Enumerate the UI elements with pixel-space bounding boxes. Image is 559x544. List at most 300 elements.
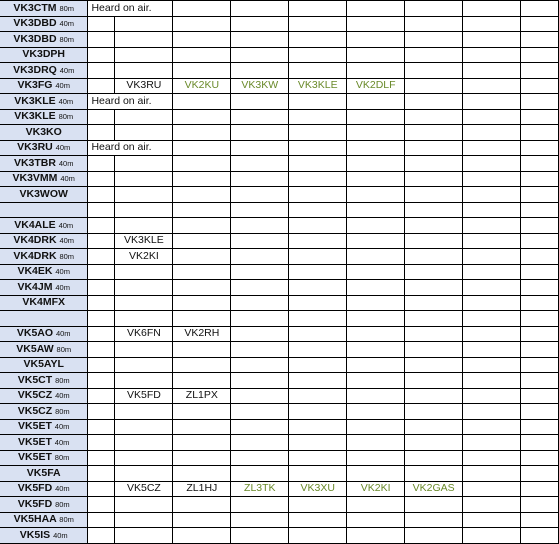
empty-cell[interactable] <box>463 419 521 435</box>
empty-cell[interactable] <box>405 528 463 544</box>
empty-cell[interactable] <box>231 171 289 187</box>
empty-cell[interactable] <box>88 187 115 203</box>
empty-cell[interactable] <box>173 125 231 141</box>
empty-cell[interactable] <box>88 357 115 373</box>
callsign-cell[interactable] <box>0 156 88 172</box>
empty-cell[interactable] <box>115 63 173 79</box>
empty-cell[interactable] <box>289 140 347 156</box>
empty-cell[interactable] <box>463 202 521 218</box>
empty-cell[interactable] <box>347 16 405 32</box>
empty-cell[interactable] <box>463 388 521 404</box>
empty-cell[interactable] <box>463 512 521 528</box>
empty-cell[interactable] <box>115 16 173 32</box>
empty-cell[interactable] <box>521 295 559 311</box>
callsign-cell[interactable] <box>0 466 88 482</box>
empty-cell[interactable] <box>521 125 559 141</box>
callsign-cell[interactable] <box>0 63 88 79</box>
empty-cell[interactable] <box>521 94 559 110</box>
empty-cell[interactable] <box>231 202 289 218</box>
callsign-cell[interactable] <box>0 47 88 63</box>
empty-cell[interactable] <box>347 450 405 466</box>
empty-cell[interactable] <box>289 388 347 404</box>
empty-cell[interactable] <box>88 264 115 280</box>
empty-cell[interactable] <box>405 357 463 373</box>
empty-cell[interactable] <box>463 109 521 125</box>
empty-cell[interactable] <box>88 233 115 249</box>
empty-cell[interactable] <box>347 187 405 203</box>
empty-cell[interactable] <box>521 171 559 187</box>
empty-cell[interactable] <box>115 311 173 327</box>
empty-cell[interactable] <box>289 528 347 544</box>
empty-cell[interactable] <box>173 435 231 451</box>
contact-cell[interactable]: VK2DLF <box>347 78 405 94</box>
empty-cell[interactable] <box>521 512 559 528</box>
empty-cell[interactable] <box>347 295 405 311</box>
empty-cell[interactable] <box>463 481 521 497</box>
empty-cell[interactable] <box>405 388 463 404</box>
empty-cell[interactable] <box>405 125 463 141</box>
contact-cell[interactable]: VK3KLE <box>289 78 347 94</box>
empty-cell[interactable] <box>521 47 559 63</box>
callsign-cell[interactable] <box>0 357 88 373</box>
empty-cell[interactable] <box>405 311 463 327</box>
empty-cell[interactable] <box>173 1 231 17</box>
empty-cell[interactable] <box>521 404 559 420</box>
empty-cell[interactable] <box>88 342 115 358</box>
contact-cell[interactable]: VK2RH <box>173 326 231 342</box>
empty-cell[interactable] <box>231 373 289 389</box>
empty-cell[interactable] <box>231 435 289 451</box>
empty-cell[interactable] <box>115 280 173 296</box>
empty-cell[interactable] <box>115 342 173 358</box>
empty-cell[interactable] <box>347 466 405 482</box>
empty-cell[interactable] <box>289 249 347 265</box>
empty-cell[interactable] <box>231 404 289 420</box>
empty-cell[interactable] <box>405 280 463 296</box>
empty-cell[interactable] <box>289 497 347 513</box>
empty-cell[interactable] <box>173 47 231 63</box>
empty-cell[interactable] <box>463 32 521 48</box>
empty-cell[interactable] <box>521 187 559 203</box>
empty-cell[interactable] <box>405 233 463 249</box>
contact-cell[interactable]: VK2KI <box>115 249 173 265</box>
empty-cell[interactable] <box>405 1 463 17</box>
empty-cell[interactable] <box>231 419 289 435</box>
empty-cell[interactable] <box>463 450 521 466</box>
empty-cell[interactable] <box>88 373 115 389</box>
empty-cell[interactable] <box>173 466 231 482</box>
empty-cell[interactable] <box>521 373 559 389</box>
empty-cell[interactable] <box>405 32 463 48</box>
empty-cell[interactable] <box>463 466 521 482</box>
empty-cell[interactable] <box>289 94 347 110</box>
contact-cell[interactable]: VK2GAS <box>405 481 463 497</box>
contact-cell[interactable]: ZL1HJ <box>173 481 231 497</box>
empty-cell[interactable] <box>173 94 231 110</box>
empty-cell[interactable] <box>88 481 115 497</box>
callsign-cell[interactable] <box>0 249 88 265</box>
empty-cell[interactable] <box>521 528 559 544</box>
empty-cell[interactable] <box>405 342 463 358</box>
empty-cell[interactable] <box>289 466 347 482</box>
empty-cell[interactable] <box>289 326 347 342</box>
empty-cell[interactable] <box>463 373 521 389</box>
empty-cell[interactable] <box>463 63 521 79</box>
empty-cell[interactable] <box>521 63 559 79</box>
empty-cell[interactable] <box>231 466 289 482</box>
empty-cell[interactable] <box>88 218 115 234</box>
empty-cell[interactable] <box>521 326 559 342</box>
empty-cell[interactable] <box>289 435 347 451</box>
empty-cell[interactable] <box>521 16 559 32</box>
empty-cell[interactable] <box>173 512 231 528</box>
empty-cell[interactable] <box>405 404 463 420</box>
empty-cell[interactable] <box>231 528 289 544</box>
callsign-cell[interactable] <box>0 187 88 203</box>
empty-cell[interactable] <box>347 109 405 125</box>
callsign-cell[interactable] <box>0 78 88 94</box>
empty-cell[interactable] <box>231 156 289 172</box>
empty-cell[interactable] <box>173 63 231 79</box>
empty-cell[interactable] <box>347 404 405 420</box>
empty-cell[interactable] <box>289 280 347 296</box>
empty-cell[interactable] <box>173 249 231 265</box>
empty-cell[interactable] <box>88 497 115 513</box>
empty-cell[interactable] <box>463 404 521 420</box>
empty-cell[interactable] <box>289 109 347 125</box>
contact-cell[interactable]: VK3XU <box>289 481 347 497</box>
empty-cell[interactable] <box>405 218 463 234</box>
empty-cell[interactable] <box>347 32 405 48</box>
empty-cell[interactable] <box>173 233 231 249</box>
empty-cell[interactable] <box>88 32 115 48</box>
empty-cell[interactable] <box>289 47 347 63</box>
empty-cell[interactable] <box>173 264 231 280</box>
empty-cell[interactable] <box>231 63 289 79</box>
contact-cell[interactable]: VK6FN <box>115 326 173 342</box>
empty-cell[interactable] <box>173 140 231 156</box>
callsign-cell[interactable] <box>0 342 88 358</box>
empty-cell[interactable] <box>88 528 115 544</box>
callsign-cell[interactable] <box>0 1 88 17</box>
callsign-cell[interactable] <box>0 388 88 404</box>
empty-cell[interactable] <box>231 264 289 280</box>
empty-cell[interactable] <box>347 342 405 358</box>
empty-cell[interactable] <box>521 109 559 125</box>
callsign-cell[interactable] <box>0 218 88 234</box>
empty-cell[interactable] <box>115 512 173 528</box>
empty-cell[interactable] <box>173 497 231 513</box>
empty-cell[interactable] <box>289 295 347 311</box>
callsign-cell[interactable] <box>0 311 88 327</box>
empty-cell[interactable] <box>405 419 463 435</box>
empty-cell[interactable] <box>231 326 289 342</box>
empty-cell[interactable] <box>88 78 115 94</box>
callsign-cell[interactable] <box>0 202 88 218</box>
empty-cell[interactable] <box>115 264 173 280</box>
empty-cell[interactable] <box>347 280 405 296</box>
empty-cell[interactable] <box>347 497 405 513</box>
empty-cell[interactable] <box>115 497 173 513</box>
empty-cell[interactable] <box>231 32 289 48</box>
empty-cell[interactable] <box>88 280 115 296</box>
empty-cell[interactable] <box>347 171 405 187</box>
empty-cell[interactable] <box>521 140 559 156</box>
empty-cell[interactable] <box>347 357 405 373</box>
empty-cell[interactable] <box>405 140 463 156</box>
empty-cell[interactable] <box>521 342 559 358</box>
empty-cell[interactable] <box>173 218 231 234</box>
empty-cell[interactable] <box>231 280 289 296</box>
empty-cell[interactable] <box>463 311 521 327</box>
empty-cell[interactable] <box>115 419 173 435</box>
empty-cell[interactable] <box>88 156 115 172</box>
empty-cell[interactable] <box>115 466 173 482</box>
empty-cell[interactable] <box>289 404 347 420</box>
callsign-cell[interactable] <box>0 404 88 420</box>
empty-cell[interactable] <box>88 326 115 342</box>
empty-cell[interactable] <box>289 1 347 17</box>
callsign-cell[interactable] <box>0 32 88 48</box>
callsign-cell[interactable] <box>0 481 88 497</box>
empty-cell[interactable] <box>231 47 289 63</box>
empty-cell[interactable] <box>405 264 463 280</box>
empty-cell[interactable] <box>289 357 347 373</box>
empty-cell[interactable] <box>231 218 289 234</box>
empty-cell[interactable] <box>405 171 463 187</box>
callsign-cell[interactable] <box>0 140 88 156</box>
note-cell[interactable]: Heard on air. <box>88 1 173 17</box>
empty-cell[interactable] <box>347 373 405 389</box>
empty-cell[interactable] <box>115 404 173 420</box>
callsign-cell[interactable] <box>0 264 88 280</box>
empty-cell[interactable] <box>231 140 289 156</box>
empty-cell[interactable] <box>405 435 463 451</box>
empty-cell[interactable] <box>405 78 463 94</box>
empty-cell[interactable] <box>289 32 347 48</box>
empty-cell[interactable] <box>521 280 559 296</box>
empty-cell[interactable] <box>115 528 173 544</box>
empty-cell[interactable] <box>347 419 405 435</box>
contact-cell[interactable]: VK5CZ <box>115 481 173 497</box>
empty-cell[interactable] <box>173 419 231 435</box>
empty-cell[interactable] <box>521 264 559 280</box>
empty-cell[interactable] <box>347 435 405 451</box>
empty-cell[interactable] <box>521 466 559 482</box>
empty-cell[interactable] <box>347 125 405 141</box>
empty-cell[interactable] <box>88 16 115 32</box>
empty-cell[interactable] <box>347 47 405 63</box>
empty-cell[interactable] <box>88 295 115 311</box>
empty-cell[interactable] <box>88 311 115 327</box>
empty-cell[interactable] <box>88 404 115 420</box>
contact-cell[interactable]: VK5FD <box>115 388 173 404</box>
callsign-cell[interactable] <box>0 512 88 528</box>
empty-cell[interactable] <box>231 295 289 311</box>
empty-cell[interactable] <box>405 249 463 265</box>
empty-cell[interactable] <box>88 202 115 218</box>
empty-cell[interactable] <box>289 264 347 280</box>
empty-cell[interactable] <box>463 140 521 156</box>
empty-cell[interactable] <box>231 94 289 110</box>
empty-cell[interactable] <box>463 280 521 296</box>
empty-cell[interactable] <box>405 156 463 172</box>
empty-cell[interactable] <box>289 342 347 358</box>
empty-cell[interactable] <box>463 249 521 265</box>
empty-cell[interactable] <box>88 419 115 435</box>
empty-cell[interactable] <box>231 357 289 373</box>
empty-cell[interactable] <box>173 311 231 327</box>
empty-cell[interactable] <box>115 125 173 141</box>
empty-cell[interactable] <box>231 311 289 327</box>
callsign-cell[interactable] <box>0 94 88 110</box>
empty-cell[interactable] <box>347 311 405 327</box>
empty-cell[interactable] <box>231 497 289 513</box>
empty-cell[interactable] <box>347 249 405 265</box>
empty-cell[interactable] <box>289 512 347 528</box>
callsign-cell[interactable] <box>0 419 88 435</box>
empty-cell[interactable] <box>463 528 521 544</box>
empty-cell[interactable] <box>88 47 115 63</box>
empty-cell[interactable] <box>521 218 559 234</box>
empty-cell[interactable] <box>405 47 463 63</box>
empty-cell[interactable] <box>405 63 463 79</box>
empty-cell[interactable] <box>347 388 405 404</box>
empty-cell[interactable] <box>521 311 559 327</box>
empty-cell[interactable] <box>463 156 521 172</box>
contact-cell[interactable]: ZL1PX <box>173 388 231 404</box>
empty-cell[interactable] <box>88 171 115 187</box>
empty-cell[interactable] <box>463 497 521 513</box>
empty-cell[interactable] <box>115 373 173 389</box>
empty-cell[interactable] <box>115 202 173 218</box>
empty-cell[interactable] <box>405 512 463 528</box>
empty-cell[interactable] <box>347 326 405 342</box>
empty-cell[interactable] <box>173 357 231 373</box>
empty-cell[interactable] <box>173 373 231 389</box>
empty-cell[interactable] <box>463 218 521 234</box>
empty-cell[interactable] <box>405 497 463 513</box>
empty-cell[interactable] <box>289 373 347 389</box>
empty-cell[interactable] <box>173 295 231 311</box>
empty-cell[interactable] <box>88 249 115 265</box>
empty-cell[interactable] <box>173 156 231 172</box>
empty-cell[interactable] <box>115 435 173 451</box>
empty-cell[interactable] <box>463 187 521 203</box>
empty-cell[interactable] <box>289 63 347 79</box>
empty-cell[interactable] <box>463 264 521 280</box>
empty-cell[interactable] <box>463 435 521 451</box>
empty-cell[interactable] <box>463 94 521 110</box>
empty-cell[interactable] <box>289 16 347 32</box>
callsign-cell[interactable] <box>0 280 88 296</box>
empty-cell[interactable] <box>521 249 559 265</box>
empty-cell[interactable] <box>115 32 173 48</box>
empty-cell[interactable] <box>88 388 115 404</box>
empty-cell[interactable] <box>231 16 289 32</box>
empty-cell[interactable] <box>289 233 347 249</box>
empty-cell[interactable] <box>173 202 231 218</box>
empty-cell[interactable] <box>88 125 115 141</box>
empty-cell[interactable] <box>347 94 405 110</box>
empty-cell[interactable] <box>231 233 289 249</box>
empty-cell[interactable] <box>347 528 405 544</box>
empty-cell[interactable] <box>231 342 289 358</box>
callsign-cell[interactable] <box>0 497 88 513</box>
empty-cell[interactable] <box>521 156 559 172</box>
empty-cell[interactable] <box>115 357 173 373</box>
empty-cell[interactable] <box>231 1 289 17</box>
empty-cell[interactable] <box>88 63 115 79</box>
empty-cell[interactable] <box>405 16 463 32</box>
empty-cell[interactable] <box>173 32 231 48</box>
callsign-cell[interactable] <box>0 233 88 249</box>
empty-cell[interactable] <box>347 233 405 249</box>
callsign-cell[interactable] <box>0 171 88 187</box>
empty-cell[interactable] <box>173 342 231 358</box>
empty-cell[interactable] <box>463 171 521 187</box>
empty-cell[interactable] <box>289 419 347 435</box>
empty-cell[interactable] <box>88 466 115 482</box>
empty-cell[interactable] <box>289 218 347 234</box>
empty-cell[interactable] <box>463 342 521 358</box>
callsign-cell[interactable] <box>0 16 88 32</box>
empty-cell[interactable] <box>289 202 347 218</box>
empty-cell[interactable] <box>405 109 463 125</box>
empty-cell[interactable] <box>347 264 405 280</box>
empty-cell[interactable] <box>289 156 347 172</box>
contact-cell[interactable]: VK2KI <box>347 481 405 497</box>
empty-cell[interactable] <box>173 171 231 187</box>
empty-cell[interactable] <box>521 481 559 497</box>
contact-cell[interactable]: ZL3TK <box>231 481 289 497</box>
contact-cell[interactable]: VK3KLE <box>115 233 173 249</box>
empty-cell[interactable] <box>521 435 559 451</box>
empty-cell[interactable] <box>289 450 347 466</box>
empty-cell[interactable] <box>463 326 521 342</box>
contact-cell[interactable]: VK2KU <box>173 78 231 94</box>
empty-cell[interactable] <box>405 202 463 218</box>
contact-cell[interactable]: VK3KW <box>231 78 289 94</box>
empty-cell[interactable] <box>173 528 231 544</box>
empty-cell[interactable] <box>521 388 559 404</box>
empty-cell[interactable] <box>347 512 405 528</box>
empty-cell[interactable] <box>231 125 289 141</box>
callsign-cell[interactable] <box>0 373 88 389</box>
empty-cell[interactable] <box>231 109 289 125</box>
callsign-cell[interactable] <box>0 125 88 141</box>
empty-cell[interactable] <box>347 140 405 156</box>
contact-cell[interactable]: VK3RU <box>115 78 173 94</box>
empty-cell[interactable] <box>289 187 347 203</box>
empty-cell[interactable] <box>521 419 559 435</box>
empty-cell[interactable] <box>463 125 521 141</box>
callsign-cell[interactable] <box>0 326 88 342</box>
empty-cell[interactable] <box>405 94 463 110</box>
empty-cell[interactable] <box>115 295 173 311</box>
empty-cell[interactable] <box>173 109 231 125</box>
empty-cell[interactable] <box>405 295 463 311</box>
empty-cell[interactable] <box>88 512 115 528</box>
callsign-cell[interactable] <box>0 528 88 544</box>
empty-cell[interactable] <box>88 435 115 451</box>
callsign-cell[interactable] <box>0 450 88 466</box>
empty-cell[interactable] <box>289 171 347 187</box>
empty-cell[interactable] <box>521 32 559 48</box>
note-cell[interactable]: Heard on air. <box>88 94 173 110</box>
empty-cell[interactable] <box>347 202 405 218</box>
empty-cell[interactable] <box>405 373 463 389</box>
